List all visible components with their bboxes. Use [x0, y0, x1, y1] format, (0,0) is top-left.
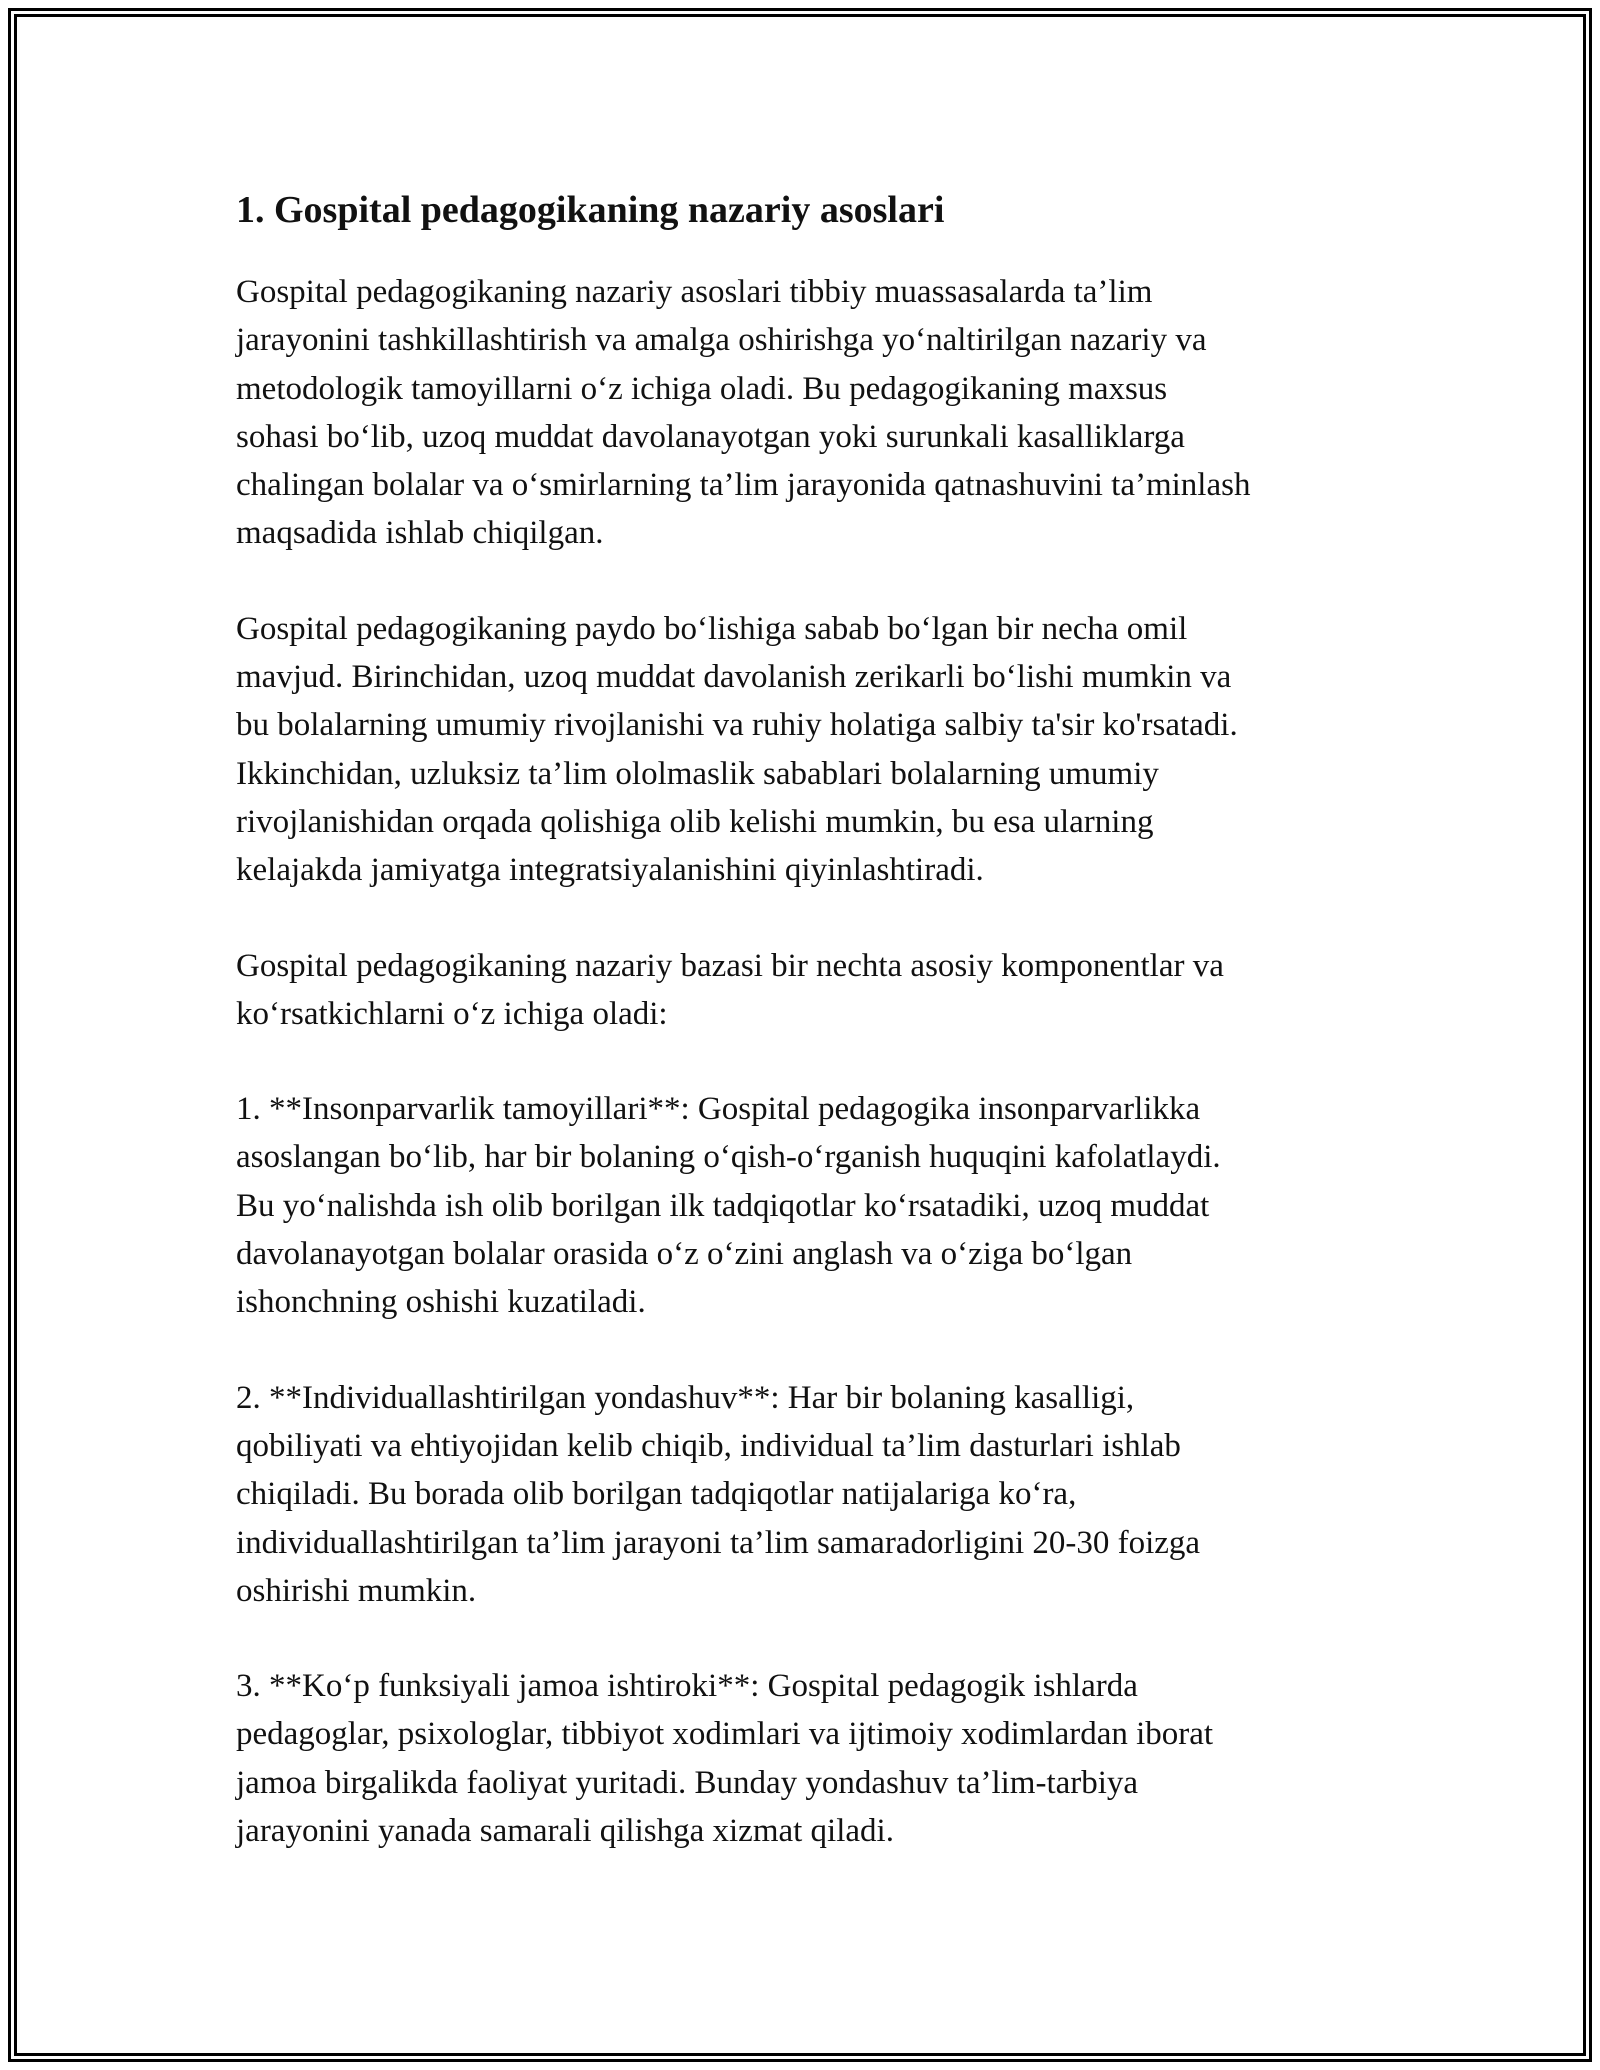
text-line: sohasi bo‘lib, uzoq muddat davolanayotgan yoki surunkali kasalliklarga [236, 418, 1185, 455]
text-line: Gospital pedagogikaning paydo bo‘lishiga sabab bo‘lgan bir necha omil [236, 610, 1188, 647]
text-line: Bu yo‘nalishda ish olib borilgan ilk tadqiqotlar ko‘rsatadiki, uzoq muddat [236, 1187, 1210, 1224]
text-line: mavjud. Birinchidan, uzoq muddat davolanish zerikarli bo‘lishi mumkin va [236, 659, 1232, 696]
list-item-humanism [236, 1085, 1376, 1326]
text-line: 1. **Insonparvarlik tamoyillari**: Gospital pedagogika insonparvarlikka [236, 1091, 1201, 1128]
paragraph-reasons [236, 605, 1376, 895]
text-line: davolanayotgan bolalar orasida o‘z o‘zini anglash va o‘ziga bo‘lgan [236, 1236, 1133, 1273]
text-line: metodologik tamoyillarni o‘z ichiga oladi. Bu pedagogikaning maxsus [236, 370, 1168, 407]
text-line: chiqiladi. Bu borada olib borilgan tadqiqotlar natijalariga ko‘ra, [236, 1476, 1077, 1513]
text-line: Gospital pedagogikaning nazariy bazasi bir nechta asosiy komponentlar va [236, 947, 1224, 984]
text-line: bu bolalarning umumiy rivojlanishi va ruhiy holatiga salbiy ta'sir ko'rsatadi. [236, 707, 1238, 744]
paragraph-intro [236, 268, 1376, 558]
text-line: oshirishi mumkin. [236, 1572, 477, 1609]
section-heading: 1. Gospital pedagogikaning nazariy asoslari [236, 189, 945, 231]
text-line: chalingan bolalar va o‘smirlarning ta’lim jarayonida qatnashuvini ta’minlash [236, 467, 1251, 504]
text-line: kelajakda jamiyatga integratsiyalanishini qiyinlashtiradi. [236, 852, 984, 889]
list-item-team [236, 1662, 1376, 1855]
text-line: individuallashtirilgan ta’lim jarayoni ta’lim samaradorligini 20-30 foizga [236, 1524, 1201, 1561]
text-line: pedagoglar, psixologlar, tibbiyot xodimlari va ijtimoiy xodimlardan iborat [236, 1716, 1214, 1753]
text-line: rivojlanishidan orqada qolishiga olib kelishi mumkin, bu esa ularning [236, 803, 1154, 840]
paragraph-components-intro [236, 942, 1376, 1039]
list-item-individual-approach [236, 1374, 1376, 1615]
text-line: qobiliyati va ehtiyojidan kelib chiqib, individual ta’lim dasturlari ishlab [236, 1427, 1181, 1464]
text-line: maqsadida ishlab chiqilgan. [236, 515, 604, 552]
text-line: ishonchning oshishi kuzatiladi. [236, 1284, 646, 1321]
document-body [236, 186, 1376, 1902]
text-line: Ikkinchidan, uzluksiz ta’lim ololmaslik sabablari bolalarning umumiy [236, 755, 1159, 792]
text-line: Gospital pedagogikaning nazariy asoslari tibbiy muassasalarda ta’lim [236, 274, 1153, 310]
text-line: asoslangan bo‘lib, har bir bolaning o‘qish-o‘rganish huquqini kafolatlaydi. [236, 1139, 1221, 1176]
text-line: 3. **Ko‘p funksiyali jamoa ishtiroki**: Gospital pedagogik ishlarda [236, 1668, 1138, 1705]
text-line: jarayonini yanada samarali qilishga xizmat qiladi. [236, 1813, 894, 1850]
text-line: ko‘rsatkichlarni o‘z ichiga oladi: [236, 995, 668, 1032]
text-line: 2. **Individuallashtirilgan yondashuv**: Har bir bolaning kasalligi, [236, 1379, 1135, 1416]
text-line: jamoa birgalikda faoliyat yuritadi. Bunday yondashuv ta’lim-tarbiya [236, 1764, 1139, 1801]
text-line: jarayonini tashkillashtirish va amalga oshirishga yo‘naltirilgan nazariy va [236, 322, 1207, 359]
